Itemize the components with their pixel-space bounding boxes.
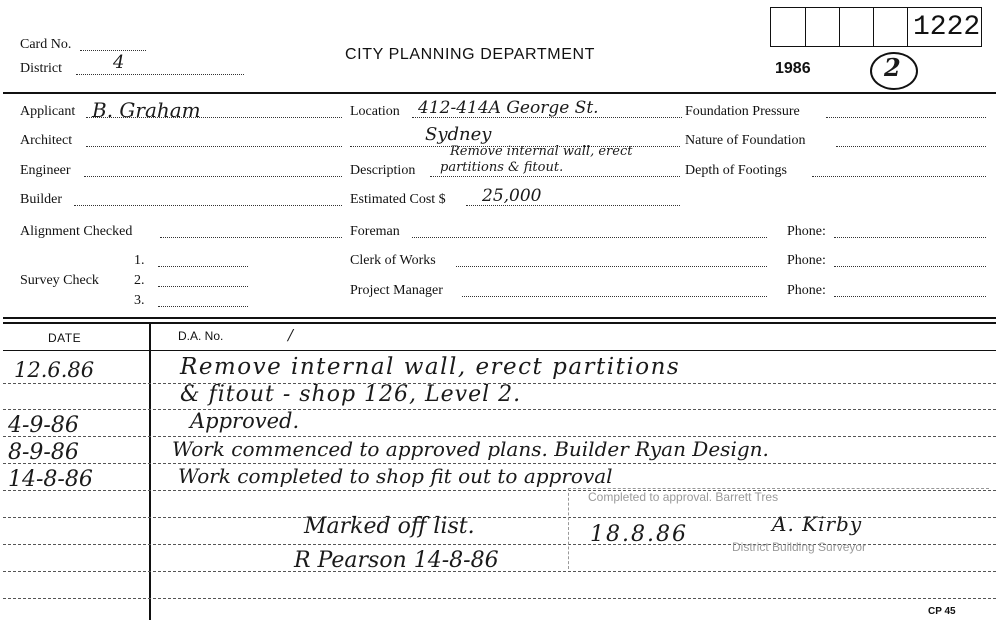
- card-no-dotted-line: [80, 50, 146, 51]
- da-no-label: D.A. No.: [178, 329, 224, 343]
- applicant-label: Applicant: [20, 104, 76, 119]
- description-value-1: Remove internal wall, erect: [450, 144, 633, 159]
- number-box: [770, 7, 806, 47]
- applicant-value: B. Graham: [92, 98, 201, 122]
- phone-label-3: Phone:: [787, 283, 826, 298]
- marked-off-note: Marked off list.: [304, 514, 475, 539]
- location-value: 412-414A George St.: [418, 98, 599, 118]
- survey-dotted-line-2: [158, 286, 248, 287]
- log-text-5: Work completed to shop fit out to approval: [178, 464, 613, 488]
- description-label: Description: [350, 163, 416, 178]
- approval-stamp-line-2: District Building Surveyor: [732, 540, 867, 554]
- phone-label-1: Phone:: [787, 224, 826, 239]
- foreman-dotted-line: [412, 237, 767, 238]
- phone-label-2: Phone:: [787, 253, 826, 268]
- estimated-cost-label: Estimated Cost $: [350, 192, 446, 207]
- ruled-line: [3, 598, 996, 599]
- card-number: 1222: [913, 12, 981, 43]
- location-label: Location: [350, 104, 400, 119]
- district-dotted-line: [76, 74, 244, 75]
- form-code: CP 45: [928, 606, 956, 617]
- engineer-label: Engineer: [20, 163, 71, 178]
- project-manager-label: Project Manager: [350, 283, 443, 298]
- location-value-2: Sydney: [425, 124, 492, 145]
- description-dotted-line: [430, 176, 680, 177]
- log-header-divider: [3, 350, 996, 351]
- signature-pearson: R Pearson 14-8-86: [294, 548, 499, 573]
- log-text-4: Work commenced to approved plans. Builder Ryan Design.: [172, 437, 769, 461]
- log-date-4: 8-9-86: [8, 440, 79, 465]
- foundation-pressure-label: Foundation Pressure: [685, 104, 800, 119]
- nature-of-foundation-label: Nature of Foundation: [685, 133, 806, 148]
- architect-dotted-line: [86, 146, 342, 147]
- header-divider: [3, 92, 996, 94]
- district-label: District: [20, 61, 62, 76]
- year-label: 1986: [775, 60, 811, 77]
- circled-number: 2: [884, 53, 901, 82]
- da-no-value: /: [288, 326, 294, 344]
- survey-item-1: 1.: [134, 253, 145, 268]
- log-text-2: & fitout - shop 126, Level 2.: [180, 382, 522, 407]
- phone-dotted-line-2: [834, 266, 986, 267]
- date-column-divider: [149, 323, 151, 620]
- depth-of-footings-label: Depth of Footings: [685, 163, 787, 178]
- builder-label: Builder: [20, 192, 62, 207]
- builder-dotted-line: [74, 205, 342, 206]
- estimated-cost-value: 25,000: [482, 186, 542, 206]
- log-text-1: Remove internal wall, erect partitions: [180, 354, 681, 380]
- description-value-2: partitions & fitout.: [440, 160, 564, 175]
- depth-dotted-line: [812, 176, 986, 177]
- log-date-1: 12.6.86: [14, 358, 95, 382]
- clerk-of-works-label: Clerk of Works: [350, 253, 436, 268]
- department-title: CITY PLANNING DEPARTMENT: [345, 46, 595, 63]
- phone-dotted-line-1: [834, 237, 986, 238]
- phone-dotted-line-3: [834, 296, 986, 297]
- completion-date: 18.8.86: [590, 522, 688, 547]
- alignment-checked-label: Alignment Checked: [20, 224, 133, 239]
- card-no-label: Card No.: [20, 37, 72, 52]
- log-text-3: Approved.: [190, 409, 300, 433]
- foreman-label: Foreman: [350, 224, 400, 239]
- ruled-line: [3, 571, 996, 572]
- log-date-3: 4-9-86: [8, 413, 79, 438]
- log-top-divider: [3, 317, 996, 319]
- survey-item-2: 2.: [134, 273, 145, 288]
- survey-item-3: 3.: [134, 293, 145, 308]
- approval-stamp-line-1: Completed to approval. Barrett Tres: [588, 490, 779, 504]
- district-value: 4: [113, 52, 125, 73]
- clerk-dotted-line: [456, 266, 767, 267]
- project-manager-dotted-line: [462, 296, 767, 297]
- number-box: [805, 7, 840, 47]
- date-column-header: DATE: [48, 331, 82, 345]
- log-top-divider-2: [3, 322, 996, 324]
- survey-dotted-line-3: [158, 306, 248, 307]
- survey-dotted-line-1: [158, 266, 248, 267]
- nature-dotted-line: [836, 146, 986, 147]
- ruled-line: [3, 409, 996, 410]
- foundation-pressure-dotted-line: [826, 117, 986, 118]
- log-date-5: 14-8-86: [8, 467, 93, 492]
- number-box: [873, 7, 908, 47]
- signature-kirby: A. Kirby: [772, 512, 863, 536]
- survey-check-label: Survey Check: [20, 273, 99, 288]
- number-box: [839, 7, 874, 47]
- architect-label: Architect: [20, 133, 73, 148]
- engineer-dotted-line: [84, 176, 342, 177]
- alignment-dotted-line: [160, 237, 342, 238]
